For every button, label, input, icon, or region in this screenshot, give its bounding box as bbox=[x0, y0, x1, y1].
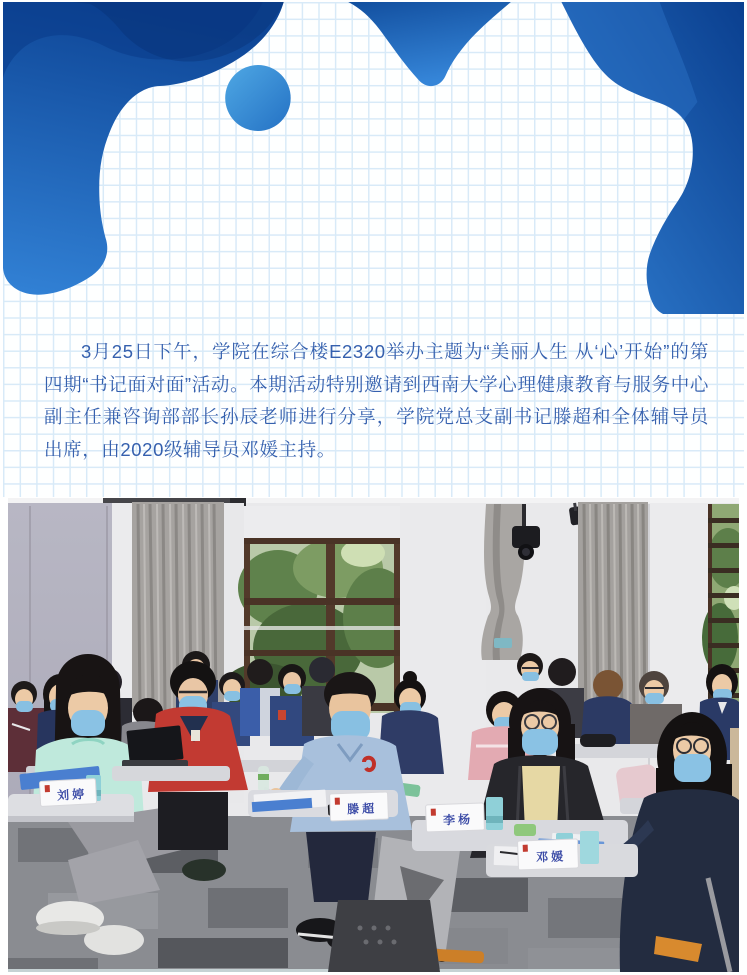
blob-top-middle bbox=[348, 2, 511, 86]
blob-top-right bbox=[561, 2, 744, 314]
blob-circle bbox=[225, 65, 290, 131]
name-card-text: 滕超 bbox=[346, 801, 378, 817]
name-card-text: 刘婷 bbox=[56, 787, 88, 803]
name-card-text: 邓媛 bbox=[535, 849, 567, 865]
wall-mid bbox=[400, 503, 486, 833]
classroom-photo bbox=[8, 498, 739, 972]
grid-background bbox=[3, 2, 744, 497]
name-card-text: 李杨 bbox=[442, 812, 474, 828]
blob-top-left bbox=[3, 2, 284, 295]
blob-decoration bbox=[3, 2, 744, 314]
article-paragraph: 3月25日下午，学院在综合楼E2320举办主题为“美丽人生 从‘心’开始”的第四期“书记面对面”活动。本期活动特别邀请到西南大学心理健康教育与服务中心副主任兼咨询部部长孙辰老师进行分享，学院党总支副书记滕超和全体辅导员出席，由2020级辅导员邓媛主持。 bbox=[44, 341, 709, 460]
chair-base bbox=[328, 900, 440, 972]
